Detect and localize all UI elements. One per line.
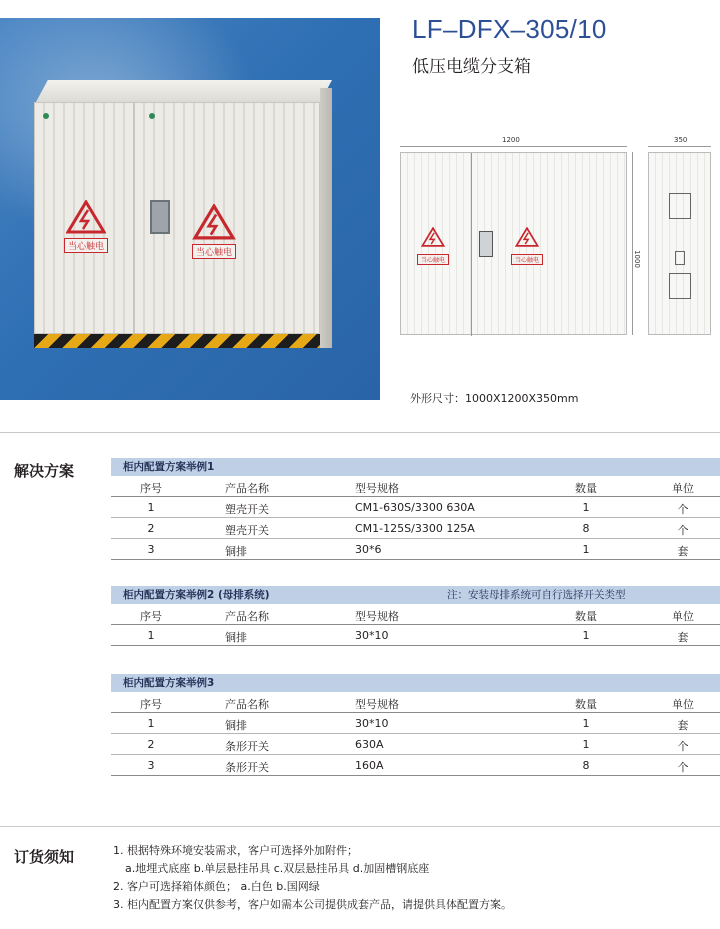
col-qty: 数量 <box>575 698 597 711</box>
cell-unit: 套 <box>677 545 689 558</box>
table-title <box>111 458 720 476</box>
ordering-note-line: a.地埋式底座 b.单层悬挂吊具 c.双层悬挂吊具 d.加固槽钢底座 <box>125 862 430 875</box>
door-divider <box>471 153 472 336</box>
table-title <box>111 674 720 692</box>
side-latch-bottom <box>669 273 691 299</box>
cell-unit: 套 <box>677 631 689 644</box>
cell-qty: 1 <box>582 738 590 751</box>
table-row <box>111 539 720 560</box>
col-product: 产品名称 <box>225 610 269 623</box>
warning-sign-right <box>184 204 244 259</box>
product-photo <box>0 18 380 400</box>
cell-product: 条形开关 <box>225 740 269 753</box>
table-note: 注：安装母排系统可自行选择开关类型 <box>447 589 626 601</box>
col-index: 序号 <box>140 610 162 623</box>
ordering-note-line: 3. 柜内配置方案仅供参考，客户如需本公司提供成套产品，请提供具体配置方案。 <box>113 898 512 911</box>
config-table-2 <box>111 586 720 646</box>
ordering-notes <box>113 842 512 914</box>
door-handle <box>479 231 493 257</box>
cell-unit: 套 <box>677 719 689 732</box>
warning-label: 当心触电 <box>64 238 108 253</box>
warning-sign-left <box>413 227 453 266</box>
cell-product: 铜排 <box>225 545 247 558</box>
table-column-header <box>111 692 720 713</box>
high-voltage-warning-icon <box>421 227 445 247</box>
width-dimension-line <box>400 146 627 147</box>
cell-spec: CM1-125S/3300 125A <box>355 522 475 535</box>
cell-qty: 1 <box>582 543 590 556</box>
cell-spec: 160A <box>355 759 384 772</box>
table-title <box>111 586 720 604</box>
warning-label: 当心触电 <box>417 254 449 265</box>
table-title-text: 柜内配置方案举例3 <box>123 677 215 689</box>
config-table-1 <box>111 458 720 560</box>
table-row <box>111 518 720 539</box>
col-qty: 数量 <box>575 610 597 623</box>
table-title-text: 柜内配置方案举例1 <box>123 461 215 473</box>
cell-qty: 1 <box>582 629 590 642</box>
warning-sign-left <box>56 200 116 253</box>
cell-index: 3 <box>147 543 155 556</box>
cell-unit: 个 <box>677 761 689 774</box>
col-unit: 单位 <box>672 698 694 711</box>
product-name: 低压电缆分支箱 <box>412 57 531 77</box>
cell-qty: 8 <box>582 759 590 772</box>
col-qty: 数量 <box>575 482 597 495</box>
width-dimension-label: 1200 <box>502 136 520 144</box>
side-latch-top <box>669 193 691 219</box>
cell-index: 1 <box>147 629 155 642</box>
cell-product: 铜排 <box>225 719 247 732</box>
cell-index: 1 <box>147 717 155 730</box>
side-latch-middle <box>675 251 685 265</box>
cabinet-side <box>320 88 332 348</box>
table-row <box>111 713 720 734</box>
col-spec: 型号规格 <box>355 610 399 623</box>
col-unit: 单位 <box>672 482 694 495</box>
logo-icon <box>149 113 189 129</box>
hazard-stripe-base <box>34 334 320 348</box>
side-view-drawing <box>648 152 711 335</box>
col-unit: 单位 <box>672 610 694 623</box>
cell-unit: 个 <box>677 740 689 753</box>
height-dimension-label: 1000 <box>632 250 641 268</box>
cell-product: 塑壳开关 <box>225 524 269 537</box>
warning-label: 当心触电 <box>511 254 543 265</box>
col-spec: 型号规格 <box>355 698 399 711</box>
cell-index: 3 <box>147 759 155 772</box>
cell-spec: 30*10 <box>355 629 389 642</box>
ordering-note-line: 2. 客户可选择箱体颜色； a.白色 b.国网绿 <box>113 880 320 893</box>
ordering-section-label: 订货须知 <box>14 848 75 866</box>
cell-index: 1 <box>147 501 155 514</box>
high-voltage-warning-icon <box>66 200 106 234</box>
cell-unit: 个 <box>677 503 689 516</box>
col-spec: 型号规格 <box>355 482 399 495</box>
cell-index: 2 <box>147 522 155 535</box>
table-title-text: 柜内配置方案举例2 (母排系统) <box>123 589 270 601</box>
table-row <box>111 734 720 755</box>
high-voltage-warning-icon <box>192 204 236 240</box>
product-model-title: LF–DFX–305/10 <box>412 14 607 44</box>
solutions-section-label: 解决方案 <box>14 462 75 480</box>
cell-qty: 1 <box>582 501 590 514</box>
table-row <box>111 625 720 646</box>
cabinet-roof <box>36 80 332 102</box>
col-product: 产品名称 <box>225 482 269 495</box>
table-row <box>111 497 720 518</box>
cell-spec: CM1-630S/3300 630A <box>355 501 475 514</box>
section-divider <box>0 826 720 827</box>
table-column-header <box>111 476 720 497</box>
warning-label: 当心触电 <box>192 244 236 259</box>
height-dimension-line <box>632 152 633 335</box>
col-product: 产品名称 <box>225 698 269 711</box>
cell-spec: 30*6 <box>355 543 382 556</box>
depth-dimension-label: 350 <box>674 136 688 144</box>
cell-unit: 个 <box>677 524 689 537</box>
cell-product: 铜排 <box>225 631 247 644</box>
warning-sign-right <box>507 227 547 266</box>
high-voltage-warning-icon <box>515 227 539 247</box>
col-index: 序号 <box>140 698 162 711</box>
cabinet-body <box>34 102 320 334</box>
outer-dimensions-text: 外形尺寸：1000X1200X350mm <box>410 392 579 405</box>
front-view-drawing <box>400 152 627 335</box>
config-table-3 <box>111 674 720 776</box>
col-index: 序号 <box>140 482 162 495</box>
section-divider <box>0 432 720 433</box>
ordering-note-line: 1. 根据特殊环境安装需求，客户可选择外加附件； <box>113 844 358 857</box>
cell-spec: 30*10 <box>355 717 389 730</box>
cell-spec: 630A <box>355 738 384 751</box>
cell-index: 2 <box>147 738 155 751</box>
table-column-header <box>111 604 720 625</box>
door-handle <box>150 200 170 234</box>
cell-qty: 1 <box>582 717 590 730</box>
cell-product: 条形开关 <box>225 761 269 774</box>
depth-dimension-line <box>648 146 711 147</box>
table-row <box>111 755 720 776</box>
cell-product: 塑壳开关 <box>225 503 269 516</box>
logo-icon <box>43 113 83 129</box>
cell-qty: 8 <box>582 522 590 535</box>
